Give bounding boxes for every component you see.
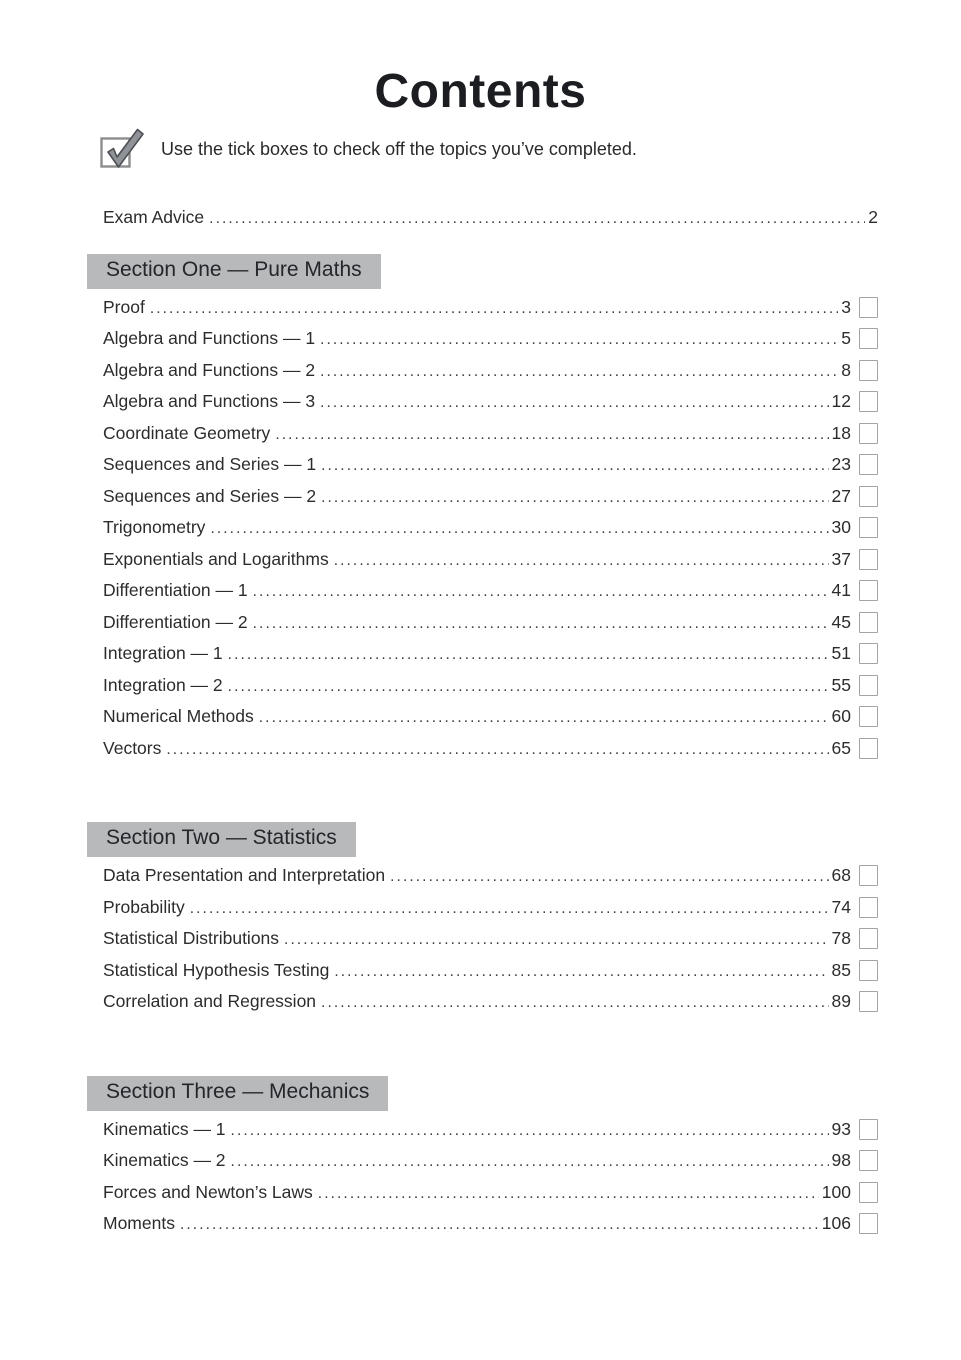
topic-checkbox[interactable] (859, 960, 878, 981)
page-number: 27 (831, 485, 851, 506)
toc-entry (103, 986, 878, 1018)
dot-leader (284, 923, 828, 956)
toc-entry (103, 670, 878, 702)
checked-tickbox-icon (100, 126, 146, 170)
toc-entry (103, 575, 878, 607)
dot-leader (253, 575, 829, 608)
page-number: 78 (831, 928, 851, 948)
topic-label: Differentiation — 2 (103, 611, 248, 632)
topic-label: Algebra and Functions — 1 (103, 328, 316, 348)
dot-leader (318, 1177, 819, 1210)
toc-entry (103, 512, 878, 544)
page-number: 74 (831, 896, 851, 917)
topic-label: Algebra and Functions — 3 (103, 391, 316, 411)
toc-entry (103, 202, 878, 234)
topic-label: Differentiation — 1 (103, 580, 248, 600)
topic-checkbox[interactable] (859, 612, 878, 633)
page-number: 55 (831, 674, 851, 695)
topic-checkbox[interactable] (859, 580, 878, 601)
topic-checkbox[interactable] (859, 297, 878, 318)
page-number: 18 (831, 422, 851, 443)
toc-entry (103, 701, 878, 733)
dot-leader (320, 323, 838, 356)
page-number: 60 (831, 706, 851, 726)
toc-entry (103, 481, 878, 513)
topic-checkbox[interactable] (859, 328, 878, 349)
topic-label: Numerical Methods (103, 706, 254, 726)
topic-label: Algebra and Functions — 2 (103, 359, 316, 380)
dot-leader (253, 607, 829, 640)
page-number: 41 (831, 580, 851, 600)
section-entries (103, 1114, 878, 1240)
topic-checkbox[interactable] (859, 706, 878, 727)
dot-leader (275, 418, 828, 451)
section-entries (103, 292, 878, 765)
toc-entry (103, 733, 878, 765)
topic-checkbox[interactable] (859, 486, 878, 507)
topic-checkbox[interactable] (859, 897, 878, 918)
table-of-contents (103, 202, 878, 1240)
topic-label: Moments (103, 1213, 175, 1233)
dot-leader (231, 1114, 829, 1147)
dot-leader (334, 955, 828, 988)
dot-leader (259, 701, 829, 734)
page-number: 45 (831, 611, 851, 632)
topic-checkbox[interactable] (859, 549, 878, 570)
topic-checkbox[interactable] (859, 738, 878, 759)
page-number: 51 (831, 643, 851, 663)
dot-leader (228, 670, 829, 703)
topic-checkbox[interactable] (859, 865, 878, 886)
toc-entry (103, 923, 878, 955)
section-heading: Section Three — Mechanics (87, 1076, 388, 1111)
toc-entry (103, 955, 878, 987)
topic-checkbox[interactable] (859, 423, 878, 444)
toc-entry (103, 860, 878, 892)
page-number: 12 (831, 391, 851, 411)
topic-label: Kinematics — 1 (103, 1118, 226, 1139)
toc-entry (103, 544, 878, 576)
page-number: 5 (841, 328, 851, 348)
dot-leader (166, 733, 828, 766)
topic-label: Statistical Hypothesis Testing (103, 959, 330, 980)
page-number: 85 (831, 959, 851, 980)
tip-text: Use the tick boxes to check off the topics you’ve completed. (161, 139, 637, 159)
toc-entry (103, 1177, 878, 1209)
page-number: 23 (831, 454, 851, 474)
topic-label: Probability (103, 896, 185, 917)
toc-entry (103, 323, 878, 355)
topic-label: Integration — 1 (103, 643, 223, 663)
topic-label: Forces and Newton’s Laws (103, 1181, 313, 1202)
toc-entry (103, 1114, 878, 1146)
page-number: 30 (831, 517, 851, 537)
section-entries (103, 860, 878, 1018)
toc-entry (103, 892, 878, 924)
page-number: 68 (831, 865, 851, 885)
topic-label: Coordinate Geometry (103, 422, 271, 443)
page-number: 100 (821, 1181, 851, 1202)
topic-label: Exponentials and Logarithms (103, 548, 329, 569)
dot-leader (321, 449, 828, 482)
page-number: 93 (831, 1118, 851, 1139)
topic-label: Sequences and Series — 1 (103, 454, 317, 474)
dot-leader (190, 892, 829, 925)
topic-label: Sequences and Series — 2 (103, 485, 317, 506)
section-heading: Section Two — Statistics (87, 822, 356, 857)
page-title: Contents (374, 65, 587, 118)
toc-entry (103, 638, 878, 670)
dot-leader (320, 386, 828, 419)
topic-checkbox[interactable] (859, 991, 878, 1012)
toc-section (103, 1076, 878, 1240)
topic-checkbox[interactable] (859, 1182, 878, 1203)
page-number: 106 (821, 1213, 851, 1233)
topic-label: Vectors (103, 737, 162, 758)
toc-entry (103, 607, 878, 639)
dot-leader (321, 986, 828, 1019)
dot-leader (390, 860, 828, 893)
topic-checkbox[interactable] (859, 454, 878, 475)
page-number: 65 (831, 737, 851, 758)
page-number: 89 (831, 991, 851, 1011)
dot-leader (150, 292, 838, 325)
dot-leader (180, 1208, 819, 1241)
page-number: 2 (868, 207, 878, 227)
topic-checkbox[interactable] (859, 643, 878, 664)
dot-leader (334, 544, 829, 577)
topic-label: Correlation and Regression (103, 991, 317, 1011)
dot-leader (209, 202, 865, 235)
topic-label: Exam Advice (103, 207, 205, 227)
topic-label: Integration — 2 (103, 674, 223, 695)
topic-label: Kinematics — 2 (103, 1150, 226, 1170)
topic-label: Statistical Distributions (103, 928, 280, 948)
page-number: 98 (831, 1150, 851, 1170)
topic-checkbox[interactable] (859, 391, 878, 412)
topic-checkbox[interactable] (859, 675, 878, 696)
toc-entry (103, 292, 878, 324)
dot-leader (231, 1145, 829, 1178)
topic-checkbox[interactable] (859, 1119, 878, 1140)
dot-leader (228, 638, 829, 671)
toc-entry (103, 355, 878, 387)
toc-section (103, 822, 878, 1018)
toc-entry (103, 449, 878, 481)
toc-section (103, 254, 878, 765)
toc-entry (103, 386, 878, 418)
topic-checkbox[interactable] (859, 1150, 878, 1171)
dot-leader (321, 481, 828, 514)
page-number: 37 (831, 548, 851, 569)
topic-label: Data Presentation and Interpretation (103, 865, 386, 885)
section-heading: Section One — Pure Maths (87, 254, 381, 289)
dot-leader (210, 512, 828, 545)
topic-label: Proof (103, 296, 145, 317)
page-number: 8 (841, 359, 851, 380)
toc-entry (103, 1145, 878, 1177)
toc-entry (103, 1208, 878, 1240)
toc-entry (103, 418, 878, 450)
topic-label: Trigonometry (103, 517, 206, 537)
topic-checkbox[interactable] (859, 517, 878, 538)
dot-leader (320, 355, 838, 388)
topic-checkbox[interactable] (859, 928, 878, 949)
page-number: 3 (841, 296, 851, 317)
tip-line (100, 126, 961, 172)
topic-checkbox[interactable] (859, 360, 878, 381)
topic-checkbox[interactable] (859, 1213, 878, 1234)
